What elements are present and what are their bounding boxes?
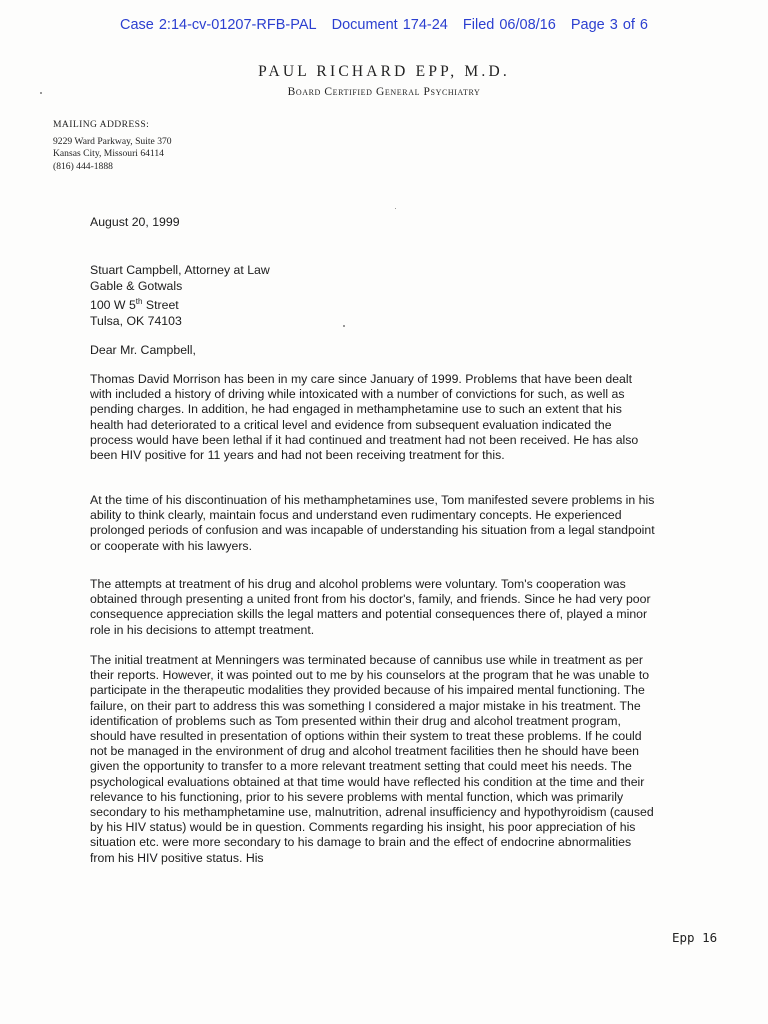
recipient-street-number: 100 W 5 [90,298,136,313]
salutation: Dear Mr. Campbell, [90,343,196,357]
recipient-name: Stuart Campbell, Attorney at Law [90,263,270,277]
case-filing-header [0,17,768,33]
recipient-street [90,294,656,313]
letter-date: August 20, 1999 [90,215,180,229]
paragraph-4: The initial treatment at Menningers was terminated because of cannibus use while in treatment as per their reports. However, it was pointed out to me by his counselors at the program that he was unable to participate in the therapeutic modalities they provided because of his impaired mental functioning. The failure, on their part to address this was something I considered a major mistake in his treatment. The identification of problems such as Tom presented within their drug and alcohol treatment program, should have resulted in presentation of options within their system to treat these problems. If he could not be managed in the environment of drug and alcohol treatment facilities then he should have been given the opportunity to transfer to a more relevant treatment setting that could meet his needs. The psychological evaluations obtained at that time would have reflected his condition at the time and their relevance to his functioning, prior to his severe problems with mental function, which was primarily secondary to his methamphetamine use, malnutrition, adrenal insufficiency and hypothyroidism (caused by his HIV status) would be in question. Comments regarding his insight, his poor appreciation of his situation etc. were more secondary to his damage to brain and the effect of endocrine abnormalities from his HIV positive status. His [90,653,654,865]
case-number: Case 2:14-cv-01207-RFB-PAL [119,17,317,33]
bates-number: Epp 16 [672,930,718,945]
scan-speck [40,92,42,94]
paragraph-2: At the time of his discontinuation of his methamphetamines use, Tom manifested severe problems in his ability to think clearly, maintain focus and understand even rudimentary concepts. He experienced prolonged periods of confusion and was incapable of understanding his situation from a legal standpoint or cooperate with his lawyers. [90,493,655,553]
recipient-address [90,262,656,329]
recipient-street-suffix: th [135,297,143,306]
mailing-address-label: MAILING ADDRESS: [53,119,150,130]
paragraph-3: The attempts at treatment of his drug and alcohol problems were voluntary. Tom's cooperation was obtained through presenting a united front from his doctor's, family, and friends. Since he had very poor consequence appreciation skills the legal matters and potential consequences there of, played a minor role in his decisions to attempt treatment. [90,577,651,637]
letterhead-subtitle: Board Certified General Psychiatry [287,86,481,98]
mailing-address-block [53,119,172,173]
letterhead-name: PAUL RICHARD EPP, M.D. [258,63,510,80]
recipient-street-name: Street [142,298,179,313]
scan-speck [395,208,396,209]
page-number: Page 3 of 6 [570,17,648,33]
filed-date: Filed 06/08/16 [462,17,556,33]
recipient-city: Tulsa, OK 74103 [90,314,182,329]
mailing-phone: (816) 444-1888 [53,160,113,172]
mailing-address-line2: Kansas City, Missouri 64114 [53,148,164,159]
scan-speck [343,325,345,327]
mailing-address-line1: 9229 Ward Parkway, Suite 370 [53,135,172,147]
paragraph-1: Thomas David Morrison has been in my care since January of 1999. Problems that have been dealt with included a history of driving while intoxicated with a number of convictions for such, as well as pending charges. In addition, he had engaged in methamphetamine use to such an extent that his health had deteriorated to a critical level and evidence from subsequent evaluation indicated the process would have been lethal if it had continued and treatment had not been received. He has also been HIV positive for 11 years and had not been receiving treatment for this. [90,372,639,463]
document-number: Document 174-24 [331,17,448,33]
recipient-firm: Gable & Gotwals [90,279,183,293]
